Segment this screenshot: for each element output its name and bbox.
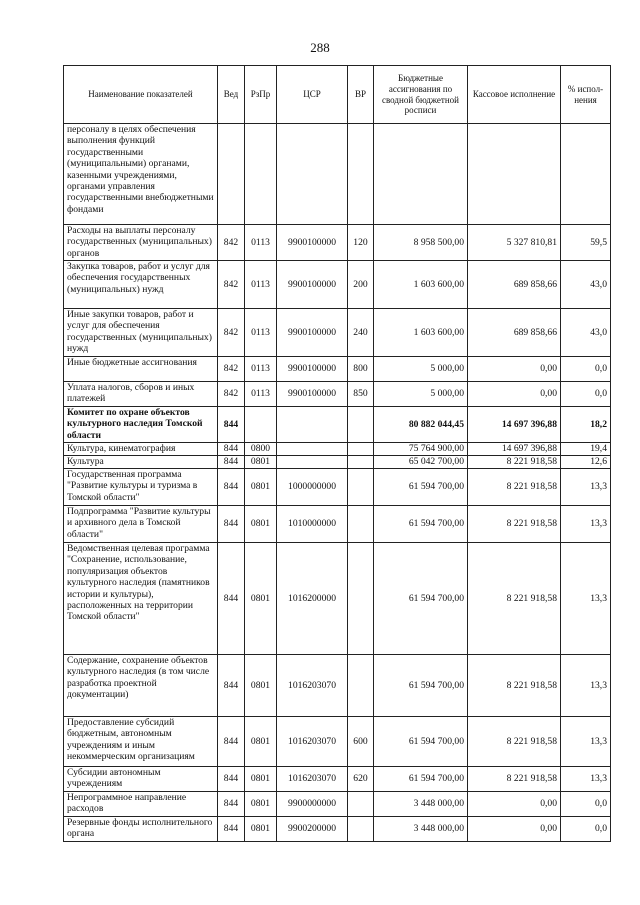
row-budget bbox=[374, 124, 468, 225]
row-budget: 61 594 700,00 bbox=[374, 655, 468, 717]
row-cash: 8 221 918,58 bbox=[468, 543, 561, 655]
table-row bbox=[64, 407, 611, 443]
row-cash: 8 221 918,58 bbox=[468, 767, 561, 792]
row-csr: 1010000000 bbox=[277, 506, 348, 543]
row-ved: 844 bbox=[218, 543, 245, 655]
row-rzpr: 0801 bbox=[245, 543, 277, 655]
row-name: Иные бюджетные ассигнования bbox=[64, 357, 218, 382]
row-percent: 13,3 bbox=[561, 717, 611, 767]
table-row bbox=[64, 506, 611, 543]
row-budget: 3 448 000,00 bbox=[374, 817, 468, 842]
row-csr bbox=[277, 456, 348, 469]
row-vr bbox=[348, 792, 374, 817]
row-percent: 0,0 bbox=[561, 357, 611, 382]
row-ved: 842 bbox=[218, 261, 245, 309]
row-percent: 18,2 bbox=[561, 407, 611, 443]
row-rzpr: 0801 bbox=[245, 817, 277, 842]
row-cash: 14 697 396,88 bbox=[468, 443, 561, 456]
row-cash: 689 858,66 bbox=[468, 309, 561, 357]
row-budget: 65 042 700,00 bbox=[374, 456, 468, 469]
row-name: Культура bbox=[64, 456, 218, 469]
row-cash: 8 221 918,58 bbox=[468, 717, 561, 767]
row-csr: 1016203070 bbox=[277, 767, 348, 792]
row-rzpr bbox=[245, 407, 277, 443]
header-cash: Кассовое исполнение bbox=[468, 66, 561, 124]
header-ved: Вед bbox=[218, 66, 245, 124]
row-rzpr: 0801 bbox=[245, 456, 277, 469]
table-row bbox=[64, 469, 611, 506]
row-csr: 1016203070 bbox=[277, 717, 348, 767]
row-ved bbox=[218, 124, 245, 225]
table-header-row bbox=[64, 66, 611, 124]
row-cash: 0,00 bbox=[468, 357, 561, 382]
row-rzpr: 0801 bbox=[245, 717, 277, 767]
budget-execution-table bbox=[63, 65, 611, 842]
row-cash: 0,00 bbox=[468, 817, 561, 842]
row-ved: 844 bbox=[218, 407, 245, 443]
row-vr: 120 bbox=[348, 225, 374, 261]
row-cash: 8 221 918,58 bbox=[468, 456, 561, 469]
row-budget: 1 603 600,00 bbox=[374, 309, 468, 357]
row-rzpr: 0801 bbox=[245, 767, 277, 792]
row-budget: 61 594 700,00 bbox=[374, 543, 468, 655]
row-rzpr bbox=[245, 124, 277, 225]
row-cash: 689 858,66 bbox=[468, 261, 561, 309]
row-csr: 9900100000 bbox=[277, 357, 348, 382]
row-rzpr: 0801 bbox=[245, 469, 277, 506]
table-row bbox=[64, 225, 611, 261]
row-rzpr: 0113 bbox=[245, 225, 277, 261]
row-vr bbox=[348, 817, 374, 842]
row-rzpr: 0801 bbox=[245, 506, 277, 543]
row-name: Предоставление субсидий бюджетным, автономным учреждениям и иным некоммерческим организациям bbox=[64, 717, 218, 767]
table-row bbox=[64, 655, 611, 717]
row-csr: 9900000000 bbox=[277, 792, 348, 817]
row-csr: 9900100000 bbox=[277, 382, 348, 407]
row-cash: 14 697 396,88 bbox=[468, 407, 561, 443]
row-ved: 844 bbox=[218, 506, 245, 543]
row-budget: 8 958 500,00 bbox=[374, 225, 468, 261]
row-name: персоналу в целях обеспечения выполнения функций государственными (муниципальными) органами, казенными учреждениями, органами управления государственными внебюджетными фондами bbox=[64, 124, 218, 225]
row-vr bbox=[348, 124, 374, 225]
row-vr: 600 bbox=[348, 717, 374, 767]
row-name: Закупка товаров, работ и услуг для обеспечения государственных (муниципальных) нужд bbox=[64, 261, 218, 309]
row-name: Комитет по охране объектов культурного наследия Томской области bbox=[64, 407, 218, 443]
row-cash: 8 221 918,58 bbox=[468, 506, 561, 543]
row-name: Ведомственная целевая программа "Сохранение, использование, популяризация объектов культурного наследия (памятников истории и культуры), расположенных на территории Томской области" bbox=[64, 543, 218, 655]
row-name: Государственная программа "Развитие культуры и туризма в Томской области" bbox=[64, 469, 218, 506]
row-ved: 842 bbox=[218, 357, 245, 382]
row-name: Подпрограмма "Развитие культуры и архивного дела в Томской области" bbox=[64, 506, 218, 543]
row-rzpr: 0113 bbox=[245, 309, 277, 357]
row-percent: 13,3 bbox=[561, 543, 611, 655]
row-cash: 5 327 810,81 bbox=[468, 225, 561, 261]
header-percent: % испол-нения bbox=[561, 66, 611, 124]
table-row bbox=[64, 543, 611, 655]
row-vr bbox=[348, 655, 374, 717]
row-percent: 0,0 bbox=[561, 817, 611, 842]
row-csr: 9900100000 bbox=[277, 261, 348, 309]
row-vr bbox=[348, 469, 374, 506]
row-cash: 8 221 918,58 bbox=[468, 469, 561, 506]
row-vr bbox=[348, 407, 374, 443]
row-ved: 844 bbox=[218, 817, 245, 842]
row-vr: 800 bbox=[348, 357, 374, 382]
table-row bbox=[64, 817, 611, 842]
row-budget: 3 448 000,00 bbox=[374, 792, 468, 817]
row-rzpr: 0113 bbox=[245, 357, 277, 382]
row-vr: 240 bbox=[348, 309, 374, 357]
row-rzpr: 0800 bbox=[245, 443, 277, 456]
row-csr: 9900100000 bbox=[277, 309, 348, 357]
row-budget: 61 594 700,00 bbox=[374, 767, 468, 792]
row-csr: 9900200000 bbox=[277, 817, 348, 842]
row-csr bbox=[277, 443, 348, 456]
row-percent: 0,0 bbox=[561, 792, 611, 817]
row-percent: 59,5 bbox=[561, 225, 611, 261]
row-budget: 61 594 700,00 bbox=[374, 506, 468, 543]
row-percent: 12,6 bbox=[561, 456, 611, 469]
row-percent: 13,3 bbox=[561, 469, 611, 506]
row-csr: 1016200000 bbox=[277, 543, 348, 655]
row-ved: 844 bbox=[218, 443, 245, 456]
row-vr bbox=[348, 456, 374, 469]
row-ved: 844 bbox=[218, 717, 245, 767]
row-name: Расходы на выплаты персоналу государственных (муниципальных) органов bbox=[64, 225, 218, 261]
table-row bbox=[64, 261, 611, 309]
table-row bbox=[64, 792, 611, 817]
row-name: Уплата налогов, сборов и иных платежей bbox=[64, 382, 218, 407]
row-ved: 844 bbox=[218, 456, 245, 469]
row-budget: 61 594 700,00 bbox=[374, 469, 468, 506]
row-percent: 13,3 bbox=[561, 655, 611, 717]
header-csr: ЦСР bbox=[277, 66, 348, 124]
row-percent: 13,3 bbox=[561, 767, 611, 792]
row-percent: 43,0 bbox=[561, 309, 611, 357]
row-csr: 1000000000 bbox=[277, 469, 348, 506]
row-percent bbox=[561, 124, 611, 225]
row-budget: 1 603 600,00 bbox=[374, 261, 468, 309]
row-percent: 13,3 bbox=[561, 506, 611, 543]
header-vr: ВР bbox=[348, 66, 374, 124]
row-vr: 850 bbox=[348, 382, 374, 407]
table-row bbox=[64, 443, 611, 456]
row-budget: 5 000,00 bbox=[374, 357, 468, 382]
page-number: 288 bbox=[310, 40, 330, 55]
row-name: Содержание, сохранение объектов культурного наследия (в том числе разработка проектной документации) bbox=[64, 655, 218, 717]
table-row bbox=[64, 767, 611, 792]
row-vr: 200 bbox=[348, 261, 374, 309]
row-budget: 75 764 900,00 bbox=[374, 443, 468, 456]
row-cash: 8 221 918,58 bbox=[468, 655, 561, 717]
row-vr bbox=[348, 543, 374, 655]
row-name: Непрограммное направление расходов bbox=[64, 792, 218, 817]
row-vr: 620 bbox=[348, 767, 374, 792]
row-ved: 844 bbox=[218, 469, 245, 506]
row-csr bbox=[277, 407, 348, 443]
row-rzpr: 0801 bbox=[245, 792, 277, 817]
row-name: Культура, кинематография bbox=[64, 443, 218, 456]
table-row bbox=[64, 456, 611, 469]
row-ved: 844 bbox=[218, 655, 245, 717]
row-csr: 1016203070 bbox=[277, 655, 348, 717]
header-budget: Бюджетные ассигнования по сводной бюджетной росписи bbox=[374, 66, 468, 124]
row-cash bbox=[468, 124, 561, 225]
table-row bbox=[64, 382, 611, 407]
row-percent: 19,4 bbox=[561, 443, 611, 456]
row-rzpr: 0113 bbox=[245, 382, 277, 407]
table-row bbox=[64, 309, 611, 357]
row-name: Субсидии автономным учреждениям bbox=[64, 767, 218, 792]
row-name: Иные закупки товаров, работ и услуг для обеспечения государственных (муниципальных) нужд bbox=[64, 309, 218, 357]
row-ved: 842 bbox=[218, 382, 245, 407]
row-csr: 9900100000 bbox=[277, 225, 348, 261]
row-budget: 80 882 044,45 bbox=[374, 407, 468, 443]
row-ved: 844 bbox=[218, 792, 245, 817]
row-percent: 43,0 bbox=[561, 261, 611, 309]
row-vr bbox=[348, 443, 374, 456]
row-ved: 842 bbox=[218, 225, 245, 261]
row-csr bbox=[277, 124, 348, 225]
header-rzpr: РзПр bbox=[245, 66, 277, 124]
row-rzpr: 0113 bbox=[245, 261, 277, 309]
row-budget: 5 000,00 bbox=[374, 382, 468, 407]
row-ved: 842 bbox=[218, 309, 245, 357]
table-row bbox=[64, 717, 611, 767]
row-percent: 0,0 bbox=[561, 382, 611, 407]
row-cash: 0,00 bbox=[468, 792, 561, 817]
row-cash: 0,00 bbox=[468, 382, 561, 407]
row-budget: 61 594 700,00 bbox=[374, 717, 468, 767]
row-name: Резервные фонды исполнительного органа bbox=[64, 817, 218, 842]
row-rzpr: 0801 bbox=[245, 655, 277, 717]
row-ved: 844 bbox=[218, 767, 245, 792]
row-vr bbox=[348, 506, 374, 543]
table-row bbox=[64, 357, 611, 382]
header-name: Наименование показателей bbox=[64, 66, 218, 124]
table-row bbox=[64, 124, 611, 225]
